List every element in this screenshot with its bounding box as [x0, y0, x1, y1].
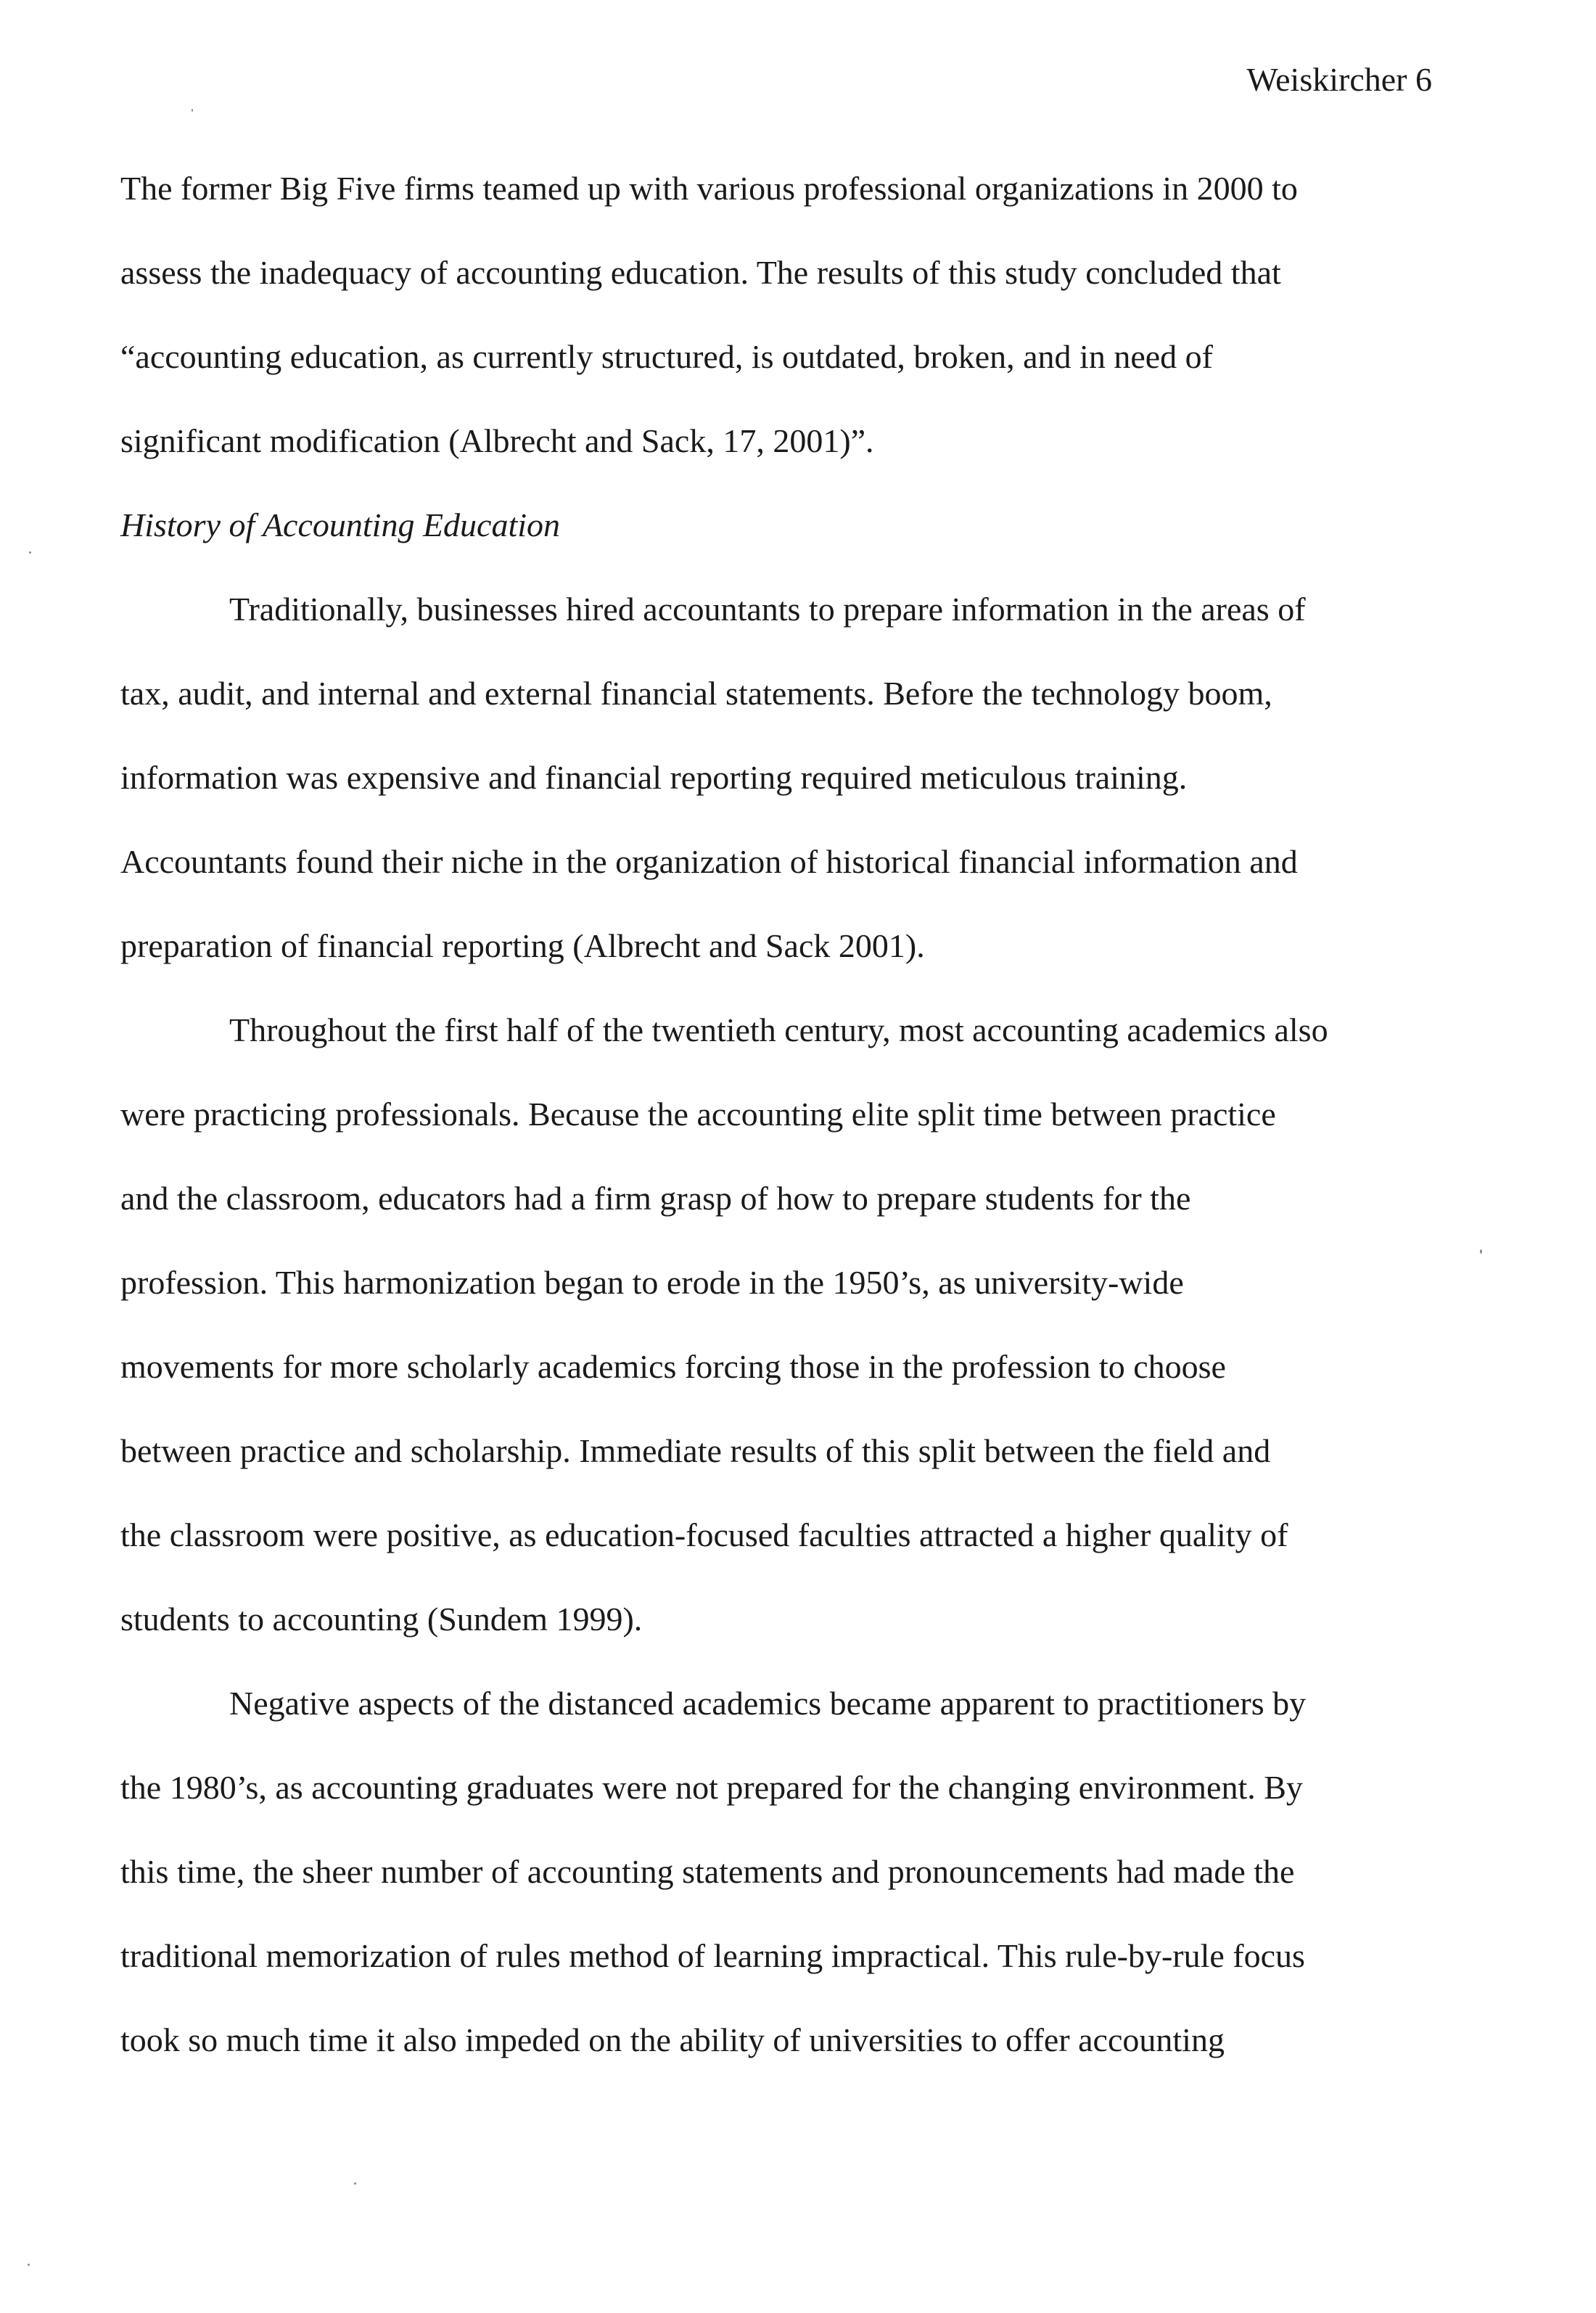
- scan-speck: [28, 2264, 30, 2266]
- text-line: profession. This harmonization began to erode in the 1950’s, as university-wide: [120, 1264, 1184, 1301]
- text-line: movements for more scholarly academics forcing those in the profession to choose: [120, 1348, 1226, 1385]
- text-line: took so much time it also impeded on the ability of universities to offer accounting: [120, 2021, 1225, 2058]
- running-head: Weiskircher 6: [1246, 61, 1432, 98]
- text-line: preparation of financial reporting (Albrecht and Sack 2001).: [120, 927, 925, 964]
- text-line: tax, audit, and internal and external financial statements. Before the technology boom,: [120, 675, 1272, 712]
- scan-speck: [29, 551, 31, 554]
- paragraph: [120, 168, 1426, 505]
- text-line: The former Big Five firms teamed up with various professional organizations in 2000 to: [120, 170, 1298, 207]
- text-line: “accounting education, as currently structured, is outdated, broken, and in need of: [120, 338, 1213, 375]
- text-line: assess the inadequacy of accounting education. The results of this study concluded that: [120, 254, 1281, 291]
- paragraph: [120, 1010, 1426, 1683]
- text-line: Throughout the first half of the twentieth century, most accounting academics also: [229, 1011, 1328, 1048]
- section-heading: History of Accounting Education: [120, 506, 561, 543]
- paragraph: [120, 1683, 1426, 2104]
- text-line: students to accounting (Sundem 1999).: [120, 1601, 643, 1638]
- text-line: Negative aspects of the distanced academics became apparent to practitioners by: [229, 1685, 1307, 1722]
- paragraph: [120, 589, 1426, 1010]
- text-line: information was expensive and financial reporting required meticulous training.: [120, 759, 1188, 796]
- text-line: traditional memorization of rules method of learning impractical. This rule-by-rule focus: [120, 1937, 1305, 1974]
- text-line: this time, the sheer number of accounting statements and pronouncements had made the: [120, 1853, 1295, 1890]
- text-line: the classroom were positive, as education-focused faculties attracted a higher quality of: [120, 1516, 1288, 1553]
- scan-speck: [1480, 1249, 1482, 1254]
- text-line: Traditionally, businesses hired accountants to prepare information in the areas of: [229, 591, 1306, 628]
- text-line: significant modification (Albrecht and Sack, 17, 2001)”.: [120, 422, 874, 459]
- text-line: and the classroom, educators had a firm grasp of how to prepare students for the: [120, 1180, 1191, 1217]
- text-line: Accountants found their niche in the organization of historical financial information and: [120, 843, 1298, 880]
- body-text: [120, 168, 1426, 2104]
- scan-speck: [192, 109, 193, 112]
- text-line: were practicing professionals. Because the accounting elite split time between practice: [120, 1096, 1276, 1133]
- text-line: the 1980’s, as accounting graduates were not prepared for the changing environment. By: [120, 1769, 1303, 1806]
- scan-speck: [354, 2182, 356, 2185]
- text-line: between practice and scholarship. Immediate results of this split between the field and: [120, 1432, 1271, 1469]
